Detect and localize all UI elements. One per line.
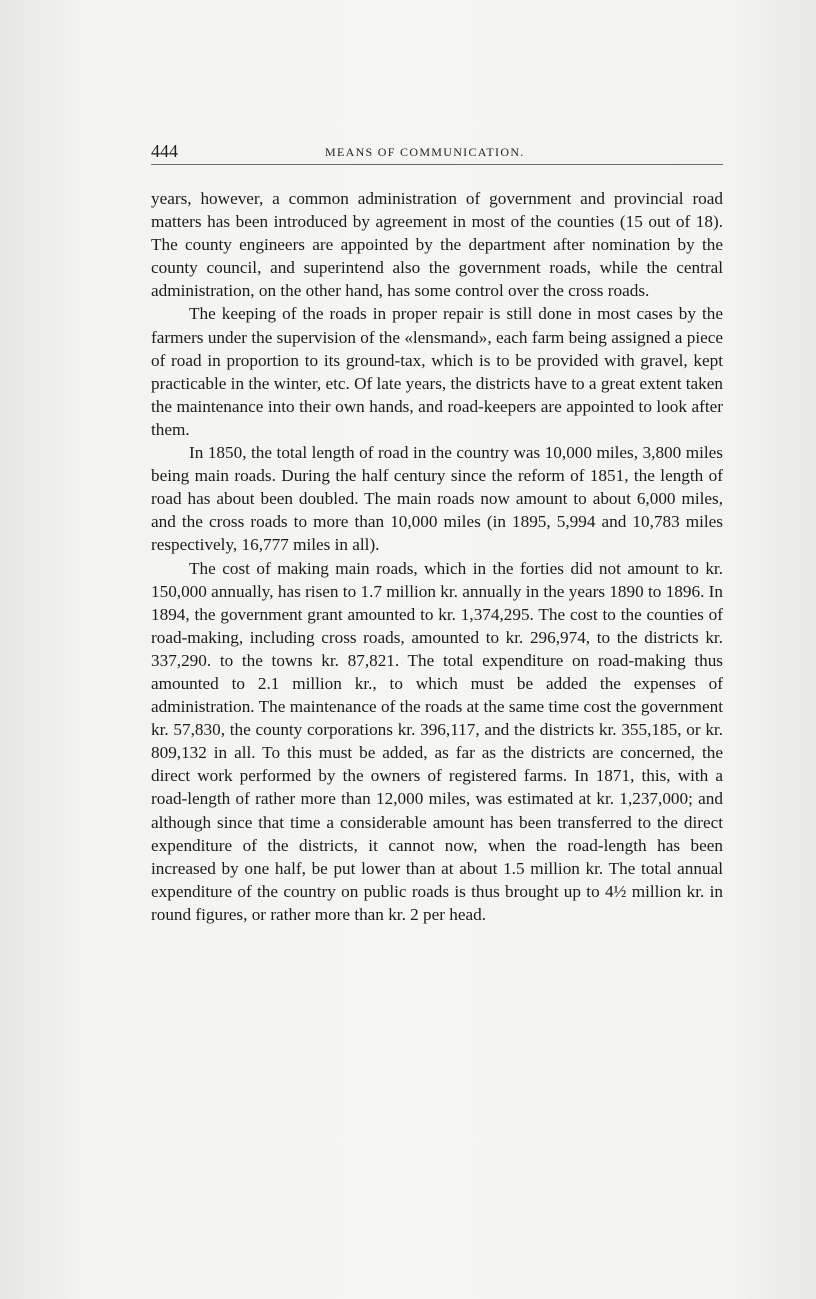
page-number: 444 <box>151 141 178 161</box>
running-title: MEANS OF COMMUNICATION. <box>325 145 525 159</box>
body-text <box>151 187 723 926</box>
paragraph-continuation: years, however, a common administration of government and provincial road matters has been introduced by agreement in most of the counties (15 out of 18). The county engineers are appointed by the department after nomination by the county council, and superintend also the government roads, while the central administration, on the other hand, has some control over the cross roads. <box>151 189 723 301</box>
paragraph-road-costs: The cost of making main roads, which in the forties did not amount to kr. 150,000 annually, has risen to 1.7 million kr. annually in the years 1890 to 1896. In 1894, the government grant amounted to kr. 1,374,295. The cost to the counties of road-making, including cross roads, amounted to kr. 296,974, to the districts kr. 337,290. to the towns kr. 87,821. The total expenditure on road-making thus amounted to 2.1 million kr., to which must be added the expenses of administration. The maintenance of the roads at the same time cost the government kr. 57,830, the county corporations kr. 396,117, and the districts kr. 355,185, or kr. 809,132 in all. To this must be added, as far as the districts are concerned, the direct work performed by the owners of registered farms. In 1871, this, with a road-length of rather more than 12,000 miles, was estimated at kr. 1,237,000; and although since that time a considerable amount has been transferred to the direct expenditure of the districts, it cannot now, when the road-length has been increased by one half, be put lower than at about 1.5 million kr. The total annual expenditure of the country on public roads is thus brought up to 4½ million kr. in round figures, or rather more than kr. 2 per head. <box>151 558 723 924</box>
paragraph-road-repair: The keeping of the roads in proper repair is still done in most cases by the farmers under the supervision of the «lensmand», each farm being assigned a piece of road in proportion to its ground-tax, which is to be provided with gravel, kept practicable in the winter, etc. Of late years, the districts have to a great extent taken the maintenance into their own hands, and road-keepers are appointed to look after them. <box>151 304 723 439</box>
paragraph-road-length: In 1850, the total length of road in the country was 10,000 miles, 3,800 miles being main roads. During the half century since the reform of 1851, the length of road has about been doubled. The main roads now amount to about 6,000 miles, and the cross roads to more than 10,000 miles (in 1895, 5,994 and 10,783 miles respectively, 16,777 miles in all). <box>151 443 723 555</box>
page-header <box>151 140 723 166</box>
header-rule <box>151 164 723 165</box>
